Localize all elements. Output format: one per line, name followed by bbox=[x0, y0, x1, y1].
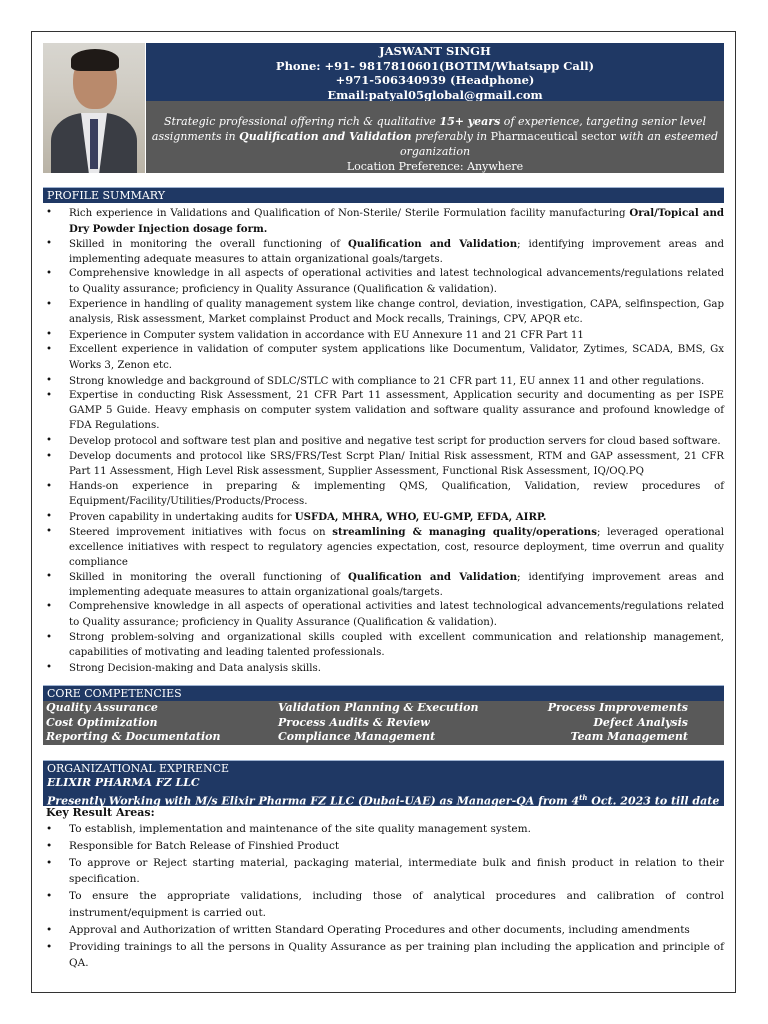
profile-summary-list bbox=[43, 206, 724, 676]
profile-summary-item: • Strong knowledge and background of SDLC/STLC with compliance to 21 CFR part 11, EU annex 11 and other regulations. bbox=[43, 374, 724, 390]
key-result-item: • To approve or Reject starting material, packaging material, intermediate bulk and finish product in relation to their specification. bbox=[43, 855, 724, 889]
competency-item: Compliance Management bbox=[278, 730, 436, 743]
competency-item: Defect Analysis bbox=[593, 715, 688, 729]
competency-item: Team Management bbox=[570, 730, 688, 743]
competency-item: Cost Optimization bbox=[46, 715, 158, 729]
competency-item: Process Audits & Review bbox=[278, 715, 430, 729]
profile-summary-item: • Skilled in monitoring the overall functioning of Qualification and Validation; identifying improvement areas and implementing adequate measures to attain organizational goals/targets. bbox=[43, 237, 724, 267]
key-result-areas-title: Key Result Areas: bbox=[46, 806, 155, 819]
profile-summary-item: • Steered improvement initiatives with focus on streamlining & managing quality/operations; leveraged operational excellence initiatives with respect to regulatory agencies expectation, cost, resource deployment, time overrun and quality compliance bbox=[43, 525, 724, 570]
email[interactable]: Email:patyal05global@gmail.com bbox=[327, 87, 543, 102]
competency-row bbox=[43, 701, 724, 716]
competency-row bbox=[43, 716, 724, 731]
competency-item: Process Improvements bbox=[547, 701, 688, 714]
profile-summary-item: • Comprehensive knowledge in all aspects of operational activities and latest technological advancements/regulations related to Quality assurance; proficiency in Quality Assurance (Qualification & validation). bbox=[43, 267, 724, 297]
profile-summary-item: • Rich experience in Validations and Qualification of Non-Sterile/ Sterile Formulation facility manufacturing Oral/Topical and Dry Powder Injection dosage form. bbox=[43, 206, 724, 237]
competency-row bbox=[43, 730, 724, 745]
objective-banner bbox=[146, 101, 724, 173]
employer-banner bbox=[43, 776, 724, 806]
profile-summary-item: • Expertise in conducting Risk Assessment, 21 CFR Part 11 assessment, Application security and documenting as per ISPE GAMP 5 Guide. Heavy emphasis on computer system validation and software quality assurance and profound knowledge of FDA Regulations. bbox=[43, 389, 724, 434]
profile-summary-item: • Strong Decision-making and Data analysis skills. bbox=[43, 661, 724, 677]
objective-text: Strategic professional offering rich & qualitative 15+ years of experience, targeting senior level assignments in Qualification and Validation preferably in Pharmaceutical sector with an esteemed organization bbox=[151, 115, 719, 158]
key-result-item: • Approval and Authorization of written Standard Operating Procedures and other documents, including amendments bbox=[43, 922, 724, 939]
contact-header bbox=[146, 43, 724, 101]
profile-summary-item: • Strong problem-solving and organizational skills coupled with excellent communication and relationship management, capabilities of motivating and leading talented professionals. bbox=[43, 631, 724, 661]
profile-photo bbox=[43, 43, 145, 173]
experience-heading: ORGANIZATIONAL EXPIRENCE bbox=[43, 760, 724, 776]
core-competencies-heading: CORE COMPETENCIES bbox=[43, 685, 724, 701]
key-result-item: • To ensure the appropriate validations, including those of analytical procedures and calibration of control instrument/equipment is carried out. bbox=[43, 888, 724, 922]
core-competencies-grid bbox=[43, 701, 724, 745]
location-preference: Location Preference: Anywhere bbox=[346, 160, 524, 173]
profile-summary-item: • Excellent experience in validation of computer system applications like Documentum, Validator, Zytimes, SCADA, BMS, Gx Works 3, Zenon etc. bbox=[43, 343, 724, 373]
competency-item: Quality Assurance bbox=[46, 701, 158, 714]
phone-secondary: +971-506340939 (Headphone) bbox=[335, 73, 535, 87]
profile-summary-item: • Experience in handling of quality management system like change control, deviation, investigation, CAPA, selfinspection, Gap analysis, Risk assessment, Market complainst Product and Mock recalls, Trainings, CPV, APQR etc. bbox=[43, 298, 724, 328]
current-role: Presently Working with M/s Elixir Pharma FZ LLC (Dubai-UAE) as Manager-QA from 4th Oct. 2023 to till date bbox=[47, 792, 720, 808]
profile-summary-item: • Skilled in monitoring the overall functioning of Qualification and Validation; identifying improvement areas and implementing adequate measures to attain organizational goals/targets. bbox=[43, 570, 724, 600]
key-result-item: • Responsible for Batch Release of Finshied Product bbox=[43, 838, 724, 855]
profile-summary-item: • Comprehensive knowledge in all aspects of operational activities and latest technological advancements/regulations related to Quality assurance; proficiency in Quality Assurance (Qualification & validation). bbox=[43, 600, 724, 630]
candidate-name: JASWANT SINGH bbox=[379, 44, 491, 58]
competency-item: Validation Planning & Execution bbox=[278, 701, 479, 714]
profile-summary-item: • Develop documents and protocol like SRS/FRS/Test Scrpt Plan/ Initial Risk assessment, RTM and GAP assessment, 21 CFR Part 11 Assessment, High Level Risk assessment, Supplier Assessment, Functional Risk Assessment, IQ/OQ.PQ bbox=[43, 450, 724, 480]
profile-summary-item: • Hands-on experience in preparing & implementing QMS, Qualification, Validation, review procedures of Equipment/Facility/Utilities/Products/Process. bbox=[43, 480, 724, 510]
competency-item: Reporting & Documentation bbox=[46, 730, 221, 743]
key-result-item: • To establish, implementation and maintenance of the site quality management system. bbox=[43, 821, 724, 838]
profile-summary-item: • Experience in Computer system validation in accordance with EU Annexure 11 and 21 CFR Part 11 bbox=[43, 328, 724, 344]
profile-summary-item: • Develop protocol and software test plan and positive and negative test script for production servers for cloud based software. bbox=[43, 434, 724, 450]
key-result-areas-list bbox=[43, 821, 724, 972]
key-result-item: • Providing trainings to all the persons in Quality Assurance as per training plan including the application and principle of QA. bbox=[43, 939, 724, 973]
company-name: ELIXIR PHARMA FZ LLC bbox=[47, 776, 200, 789]
profile-summary-item: • Proven capability in undertaking audits for USFDA, MHRA, WHO, EU-GMP, EFDA, AIRP. bbox=[43, 510, 724, 526]
profile-summary-heading: PROFILE SUMMARY bbox=[43, 187, 724, 203]
phone-primary: Phone: +91- 9817810601(BOTIM/Whatsapp Call) bbox=[275, 58, 595, 73]
